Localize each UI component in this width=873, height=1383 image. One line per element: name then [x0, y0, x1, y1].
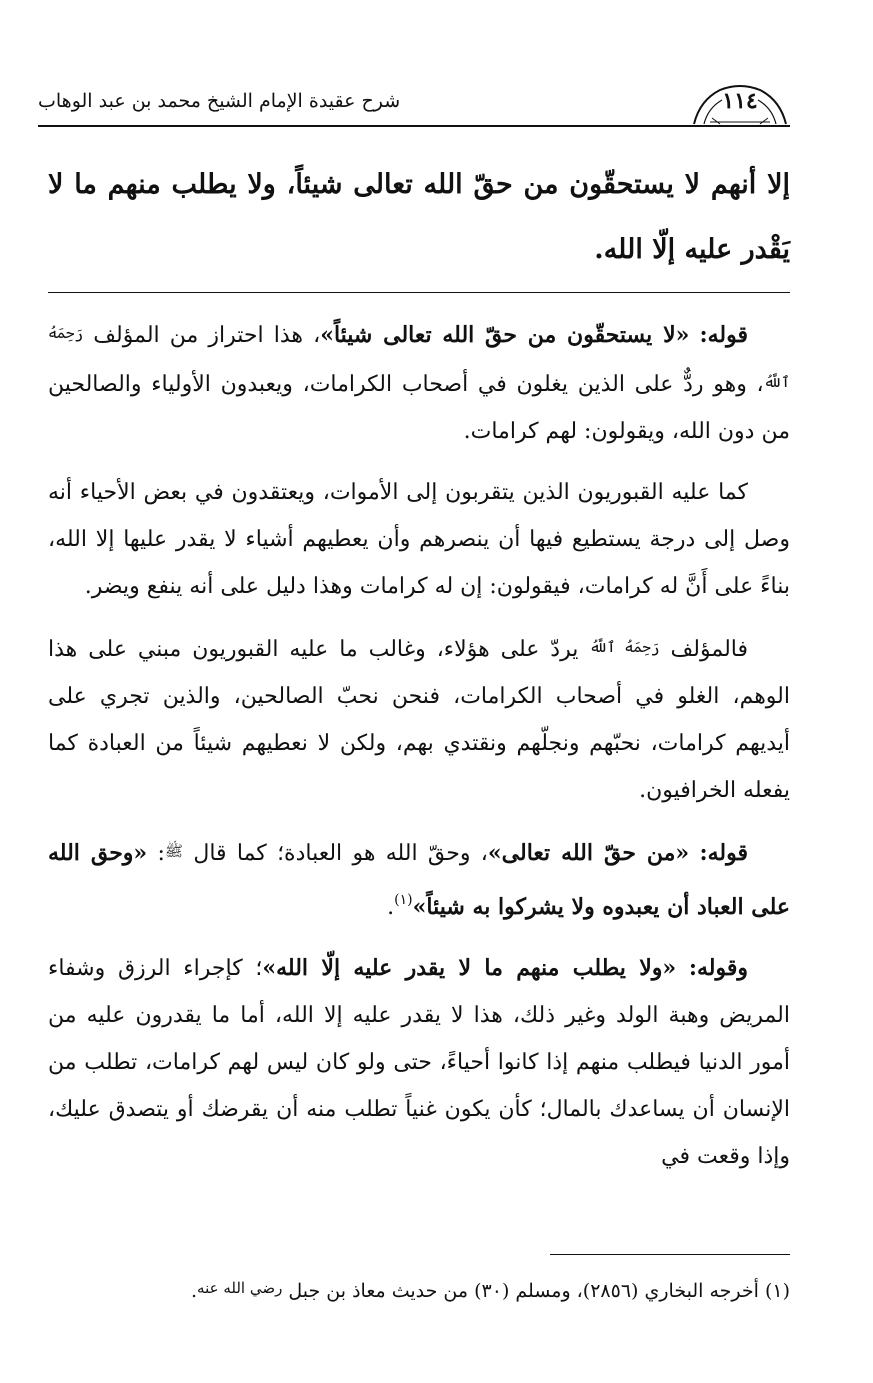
hadith-quote: «وحق الله على العباد أن يعبدوه ولا يشركوا به شيئاً» — [48, 840, 790, 920]
footnote-divider — [550, 1254, 790, 1255]
honorific-glyph: ﷺ — [164, 842, 184, 860]
quoted-matn: «لا يستحقّون من حقّ الله تعالى شيئاً» — [320, 322, 690, 348]
commentary-paragraph-3 — [48, 624, 790, 814]
paragraph-text: ، هذا احتراز من المؤلف — [93, 323, 321, 348]
paragraph-lead: قوله: — [699, 840, 748, 866]
footnote-number: (١) — [764, 1280, 790, 1302]
commentary-paragraph-2: كما عليه القبوريون الذين يتقربون إلى الأموات، ويعتقدون في بعض الأحياء أنه وصل إلى درجة يستطيع فيها أن ينصرهم وأن يعطيهم أشياء لا يقدر عليها إلا الله، بناءً على أَنَّ له كرامات، فيقولون: إن له كرامات وهذا دليل على أنه ينفع ويضر. — [48, 480, 790, 599]
honorific-glyph: رضي الله عنه — [197, 1279, 283, 1297]
footnote-reference[interactable]: (١) — [394, 892, 413, 908]
page-number: ١١٤ — [722, 88, 758, 114]
footnote — [48, 1270, 790, 1309]
paragraph-text: ، وحقّ الله هو العبادة؛ كما قال — [193, 841, 488, 866]
page-number-ornament-icon — [690, 78, 790, 126]
paragraph-text: ؛ كإجراء الرزق وشفاء المريض وهبة الولد وغير ذلك، هذا لا يقدر عليه إلا الله، أما ما يقدرون عليه من أمور الدنيا فيطلب منهم إذا كانوا أحياءً، حتى ولو كان ليس لهم كرامات، تطلب من الإنسان أن يساعدك بالمال؛ كأن يكون غنياً تطلب منه أن يقرضك أو يتصدق عليك، وإذا وقعت في — [48, 956, 790, 1169]
paragraph-end: . — [387, 895, 395, 920]
quoted-matn: «من حقّ الله تعالى» — [487, 840, 690, 866]
matn-divider — [48, 292, 790, 293]
matn-text: إلا أنهم لا يستحقّون من حقّ الله تعالى شيئاً، ولا يطلب منهم ما لا يَقْدر عليه إلّا الله. — [48, 169, 790, 265]
page-header — [38, 78, 790, 128]
paragraph-text: : — [157, 841, 165, 866]
paragraph-text: يردّ على هؤلاء، وغالب ما عليه القبوريون مبني على هذا الوهم، الغلو في أصحاب الكرامات، فنحن نحبّ الصالحين، والذين تجري على أيديهم كرامات، نحبّهم ونجلّهم ونقتدي بهم، ولكن لا نعطيهم شيئاً من العبادة كما يفعله الخرافيون. — [48, 637, 790, 803]
header-divider — [38, 125, 790, 127]
commentary-paragraph-1 — [48, 310, 790, 455]
footnote-end: . — [190, 1280, 198, 1302]
paragraph-lead: وقوله: — [688, 955, 748, 981]
commentary-paragraph-4 — [48, 828, 790, 931]
paragraph-text: فالمؤلف — [670, 637, 749, 662]
running-title: شرح عقيدة الإمام الشيخ محمد بن عبد الوهاب — [38, 90, 401, 112]
quoted-matn: «ولا يطلب منهم ما لا يقدر عليه إلّا الله» — [262, 955, 677, 981]
commentary-paragraph-5 — [48, 945, 790, 1180]
honorific-glyph: رَحِمَهُ ٱللَّهُ — [48, 324, 790, 391]
footnote-text: أخرجه البخاري (٢٨٥٦)، ومسلم (٣٠) من حديث معاذ بن جبل — [288, 1280, 759, 1302]
honorific-glyph: رَحِمَهُ ٱللَّهُ — [589, 638, 660, 656]
paragraph-text: ، وهو ردٌّ على الذين يغلون في أصحاب الكرامات، ويعبدون الأولياء والصالحين من دون الله، ويقولون: لهم كرامات. — [48, 372, 790, 444]
commentary — [48, 310, 790, 1194]
paragraph-lead: قوله: — [699, 322, 748, 348]
